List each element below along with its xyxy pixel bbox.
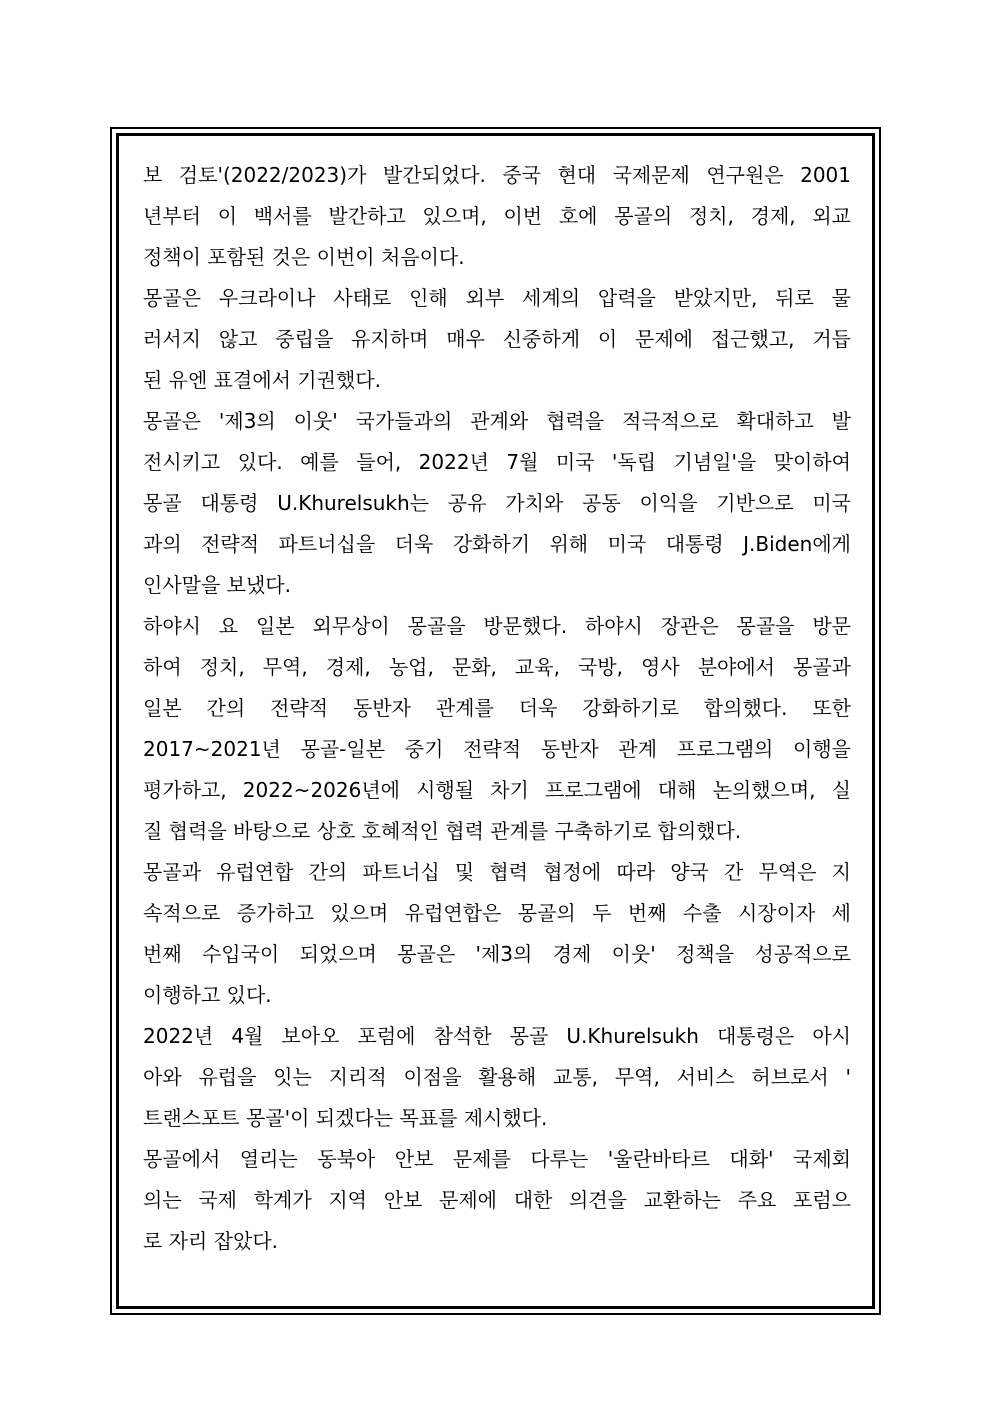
text-line: 속적으로 증가하고 있으며 유럽연합은 몽골의 두 번째 수출 시장이자 세: [143, 901, 851, 925]
text-line: 보 검토'(2022/2023)가 발간되었다. 중국 현대 국제문제 연구원은 2001: [143, 163, 851, 187]
text-line: 트랜스포트 몽골'이 되겠다는 목표를 제시했다.: [143, 1106, 548, 1130]
text-line: 2022년 4월 보아오 포럼에 참석한 몽골 U.Khurelsukh 대통령은 아시: [143, 1024, 851, 1048]
text-line: 년부터 이 백서를 발간하고 있으며, 이번 호에 몽골의 정치, 경제, 외교: [143, 204, 851, 228]
text-line: 질 협력을 바탕으로 상호 호혜적인 협력 관계를 구축하기로 합의했다.: [143, 819, 742, 843]
text-line: 정책이 포함된 것은 이번이 처음이다.: [143, 245, 465, 269]
text-line: 러서지 않고 중립을 유지하며 매우 신중하게 이 문제에 접근했고, 거듭: [143, 327, 851, 351]
text-line: 과의 전략적 파트너십을 더욱 강화하기 위해 미국 대통령 J.Biden에게: [143, 532, 851, 556]
paragraph: [143, 1016, 851, 1139]
text-line: 이행하고 있다.: [143, 983, 272, 1007]
text-line: 하여 정치, 무역, 경제, 농업, 문화, 교육, 국방, 영사 분야에서 몽골과: [143, 655, 851, 679]
text-line: 몽골은 '제3의 이웃' 국가들과의 관계와 협력을 적극적으로 확대하고 발: [143, 409, 851, 433]
text-line: 일본 간의 전략적 동반자 관계를 더욱 강화하기로 합의했다. 또한: [143, 696, 851, 720]
text-line: 하야시 요 일본 외무상이 몽골을 방문했다. 하야시 장관은 몽골을 방문: [143, 614, 851, 638]
text-line: 몽골은 우크라이나 사태로 인해 외부 세계의 압력을 받았지만, 뒤로 물: [143, 286, 851, 310]
paragraph: [143, 155, 851, 278]
text-line: 몽골에서 열리는 동북아 안보 문제를 다루는 '울란바타르 대화' 국제회: [143, 1147, 851, 1171]
paragraph: [143, 852, 851, 1016]
text-line: 몽골 대통령 U.Khurelsukh는 공유 가치와 공동 이익을 기반으로 미국: [143, 491, 851, 515]
text-line: 2017~2021년 몽골-일본 중기 전략적 동반자 관계 프로그램의 이행을: [143, 737, 851, 761]
text-line: 아와 유럽을 잇는 지리적 이점을 활용해 교통, 무역, 서비스 허브로서 ': [143, 1065, 851, 1089]
paragraph: [143, 278, 851, 401]
text-line: 전시키고 있다. 예를 들어, 2022년 7월 미국 '독립 기념일'을 맞이하여: [143, 450, 851, 474]
document-body: [143, 155, 851, 1262]
text-line: 의는 국제 학계가 지역 안보 문제에 대한 의견을 교환하는 주요 포럼으: [143, 1188, 851, 1212]
text-line: 인사말을 보냈다.: [143, 573, 291, 597]
text-line: 몽골과 유럽연합 간의 파트너십 및 협력 협정에 따라 양국 간 무역은 지: [143, 860, 851, 884]
text-line: 평가하고, 2022~2026년에 시행될 차기 프로그램에 대해 논의했으며, 실: [143, 778, 851, 802]
paragraph: [143, 606, 851, 852]
text-line: 번째 수입국이 되었으며 몽골은 '제3의 경제 이웃' 정책을 성공적으로: [143, 942, 851, 966]
text-line: 로 자리 잡았다.: [143, 1229, 278, 1253]
text-line: 된 유엔 표결에서 기권했다.: [143, 368, 381, 392]
paragraph: [143, 401, 851, 606]
paragraph: [143, 1139, 851, 1262]
